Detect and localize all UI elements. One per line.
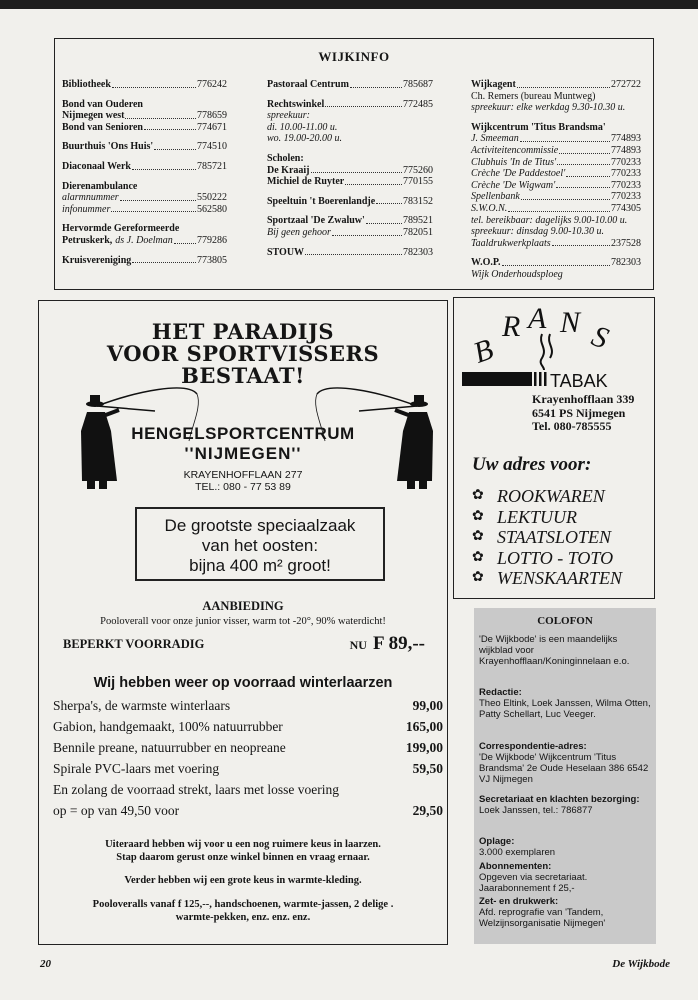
entry-name: spreekuur: dinsdag 9.00-10.30 u. [471,226,604,238]
entry-name: Bij geen gehoor [267,226,331,238]
entry-name: Ch. Remers (bureau Muntweg) [471,90,596,102]
wijkinfo-row [267,227,433,239]
wijkinfo-title: WIJKINFO [318,49,390,64]
boot-name: En zolang de voorraad strekt, laars met losse voering [53,782,340,797]
wijkinfo-row [62,141,227,153]
wijkinfo-row [471,203,641,215]
colofon-block-title: Oplage: [479,836,515,847]
note-clothing: Verder hebben wij een grote keus in warmte-kleding. [124,875,362,886]
boot-price: 165,00 [405,719,443,734]
brans-product-label: WENSKAARTEN [497,568,622,588]
leader-dots [345,184,402,185]
colofon-block-title: Redactie: [479,687,522,698]
flower-icon: ✿ [472,570,484,585]
leader-dots [366,223,402,224]
leader-dots [517,87,610,88]
entry-name: spreekuur: elke werkdag 9.30-10.30 u. [471,102,626,114]
offer-title: AANBIEDING [202,599,284,613]
wijkinfo-row [267,110,433,122]
flower-icon: ✿ [472,508,484,524]
entry-phone: 776242 [197,79,227,90]
colofon-block-text: 3.000 exemplaren [479,847,556,858]
colofon-block-title: Abonnementen: [479,861,552,872]
leader-dots [559,153,610,154]
brans-tagline: Uw adres voor: [472,454,592,475]
entry-extra: ds J. Doelman [115,234,173,246]
colofon-block [479,896,653,929]
colofon-box [474,608,656,944]
wijkinfo-row [471,145,641,157]
entry-name: Bond van Senioren [62,121,143,133]
entry-name: Sportzaal 'De Zwaluw' [267,215,365,227]
leader-dots [376,203,402,204]
wijkinfo-row [471,157,641,169]
brans-logo [462,300,648,396]
entry-phone: 770155 [403,176,433,188]
price-prefix: NU [349,638,367,652]
brans-product [472,507,622,528]
wijkinfo-row [267,153,433,165]
entry-phone: 783152 [403,195,433,207]
leader-dots [174,243,196,244]
boot-price: 29,50 [412,803,443,818]
leader-dots [566,176,610,177]
entry-name: Rechtswinkel [267,98,325,110]
entry-phone: 770233 [611,191,641,203]
wijkinfo-row [471,226,641,238]
leader-dots [305,254,402,255]
brans-product [472,527,622,548]
entry-name: Petruskerk, [62,234,113,246]
brans-product [472,486,622,507]
wijkinfo-row [62,110,227,122]
entry-phone: 779286 [197,234,227,246]
leader-dots [125,118,196,119]
shop-city: ''NIJMEGEN'' [184,444,302,463]
brans-address [532,393,634,434]
boot-item [53,737,443,758]
boot-name: op = op van 49,50 voor [53,803,180,818]
entry-phone: 775260 [403,164,433,176]
brans-product-label: LEKTUUR [497,506,578,527]
entry-name: Clubhuis 'In de Titus' [471,156,557,168]
boot-name: Spirale PVC-laars met voering [53,761,220,776]
leader-dots [520,141,610,142]
limited-stock-label: BEPERKT VOORRADIG [63,637,205,651]
colofon-block-text: Afd. reprografie van 'Tandem, Welzijnsorganisatie Nijmegen' [479,907,606,929]
entry-phone: 774671 [197,121,227,133]
wijkinfo-column-1 [62,79,227,266]
headline-line-3: BESTAAT! [181,363,305,388]
wijkinfo-row [471,238,641,250]
entry-phone: 774893 [611,133,641,145]
entry-name: Spellenbank [471,191,520,203]
entry-name: spreekuur: [267,110,310,122]
colofon-block-text: Loek Janssen, tel.: 786877 [479,805,593,816]
colofon-title: COLOFON [537,615,593,627]
boot-price: 99,00 [412,698,443,713]
leader-dots [557,164,610,165]
entry-phone: 562580 [197,203,227,215]
svg-text:R: R [502,310,521,343]
wijkinfo-row [267,133,433,145]
ad-headline [39,321,447,387]
wijkinfo-row [471,269,641,281]
colofon-block-title: Secretariaat en klachten bezorging: [479,794,640,805]
entry-phone: 782051 [403,226,433,238]
wijkinfo-row [471,191,641,203]
boot-item [53,695,443,716]
entry-name: infonummer [62,203,111,215]
entry-name: Taaldrukwerkplaats [471,237,551,249]
entry-phone: 774893 [611,144,641,156]
entry-name: Crèche 'De Wigwam' [471,179,556,191]
price-value: F 89,-- [372,633,425,654]
boot-name: Bennile preane, natuurrubber en neopreane [53,740,286,755]
leader-dots [552,245,610,246]
entry-name: Crèche 'De Paddestoel' [471,168,566,180]
boots-list [53,695,443,821]
wijkinfo-row [62,192,227,204]
offer-block [39,599,447,627]
boot-price: 199,00 [405,740,443,755]
entry-name: Pastoraal Centrum [267,79,349,90]
entry-phone: 782303 [403,246,433,258]
specialty-line-1: De grootste speciaalzaak [164,516,356,535]
colofon-intro: 'De Wijkbode' is een maandelijks wijkblad voor Krayenhofflaan/Koninginnelaan e.o. [479,634,630,667]
brans-phone: Tel. 080-785555 [532,419,612,433]
tabak-label: TABAK [550,371,608,391]
wijkinfo-row [471,102,641,114]
entry-phone: 785721 [197,160,227,172]
wijkinfo-column-3 [471,79,641,281]
headline-line-1: HET PARADIJS [151,319,335,344]
colofon-block [479,687,653,720]
boot-name: Gabion, handgemaakt, 100% natuurrubber [53,719,283,734]
entry-name: di. 10.00-11.00 u. [267,121,338,133]
boots-heading: Wij hebben weer op voorraad winterlaarzen [93,675,393,691]
wijkinfo-row [267,215,433,227]
colofon-block-title: Zet- en drukwerk: [479,896,559,907]
wijkinfo-row [471,215,641,227]
svg-text:S: S [587,319,613,356]
wijkinfo-row [267,99,433,111]
entry-name: Wijkagent [471,79,516,90]
leader-dots [120,200,196,201]
offer-price [350,633,425,655]
entry-name: STOUW [267,246,305,258]
entry-phone: 785687 [403,79,433,90]
brans-tabak-ad [453,297,655,599]
boot-price: 59,50 [412,761,443,776]
wijkinfo-row [471,180,641,192]
wijkinfo-row [267,196,433,208]
boot-name: Sherpa's, de warmste winterlaars [53,698,231,713]
entry-name: alarmnummer [62,192,119,204]
entry-name: S.W.O.N. [471,202,508,214]
entry-phone: 237528 [611,237,641,249]
entry-name: W.O.P. [471,257,501,269]
entry-phone: 789521 [403,215,433,227]
colofon-block [479,741,653,785]
wijkinfo-box [54,38,654,290]
entry-phone: 770233 [611,156,641,168]
wijkinfo-row [62,235,227,247]
shop-address: KRAYENHOFFLAAN 277 [183,469,303,481]
colofon-block [479,861,653,894]
entry-phone: 773805 [197,254,227,266]
wijkinfo-row [267,122,433,134]
wijkinfo-column-2 [267,79,433,258]
wijkinfo-row [267,247,433,259]
entry-name: Speeltuin 't Boerenlandje [267,195,376,207]
entry-name: Bond van Ouderen [62,98,143,110]
colofon-block [479,836,653,858]
wijkinfo-row [62,79,227,91]
brans-product-label: LOTTO - TOTO [497,547,614,568]
entry-name: Buurthuis 'Ons Huis' [62,141,154,153]
specialty-line-2: van het oosten: [201,536,319,555]
entry-name: De Kraaij [267,164,310,176]
wijkinfo-row [267,165,433,177]
entry-name: Dierenambulance [62,180,138,192]
colofon-block [479,794,653,816]
colofon-block-text: 'De Wijkbode' Wijkcentrum 'Titus Brandsma' 2e Oude Heselaan 386 6542 VJ Nijmegen [479,752,649,785]
entry-name: tel. bereikbaar: dagelijks 9.00-10.00 u. [471,214,628,226]
shop-phone: TEL.: 080 - 77 53 89 [195,481,291,493]
brans-street: Krayenhofflaan 339 [532,392,635,406]
wijkinfo-row [267,176,433,188]
flower-icon: ✿ [472,529,484,544]
entry-phone: 782303 [611,257,641,269]
entry-name: Scholen: [267,152,304,164]
wijkinfo-row [62,204,227,216]
leader-dots [325,106,402,107]
entry-name: Wijkcentrum 'Titus Brandsma' [471,121,606,133]
entry-name: Activiteitencommissie [471,144,559,156]
svg-text:A: A [528,302,547,335]
colofon-block-text: Opgeven via secretariaat. Jaarabonnement f 25,- [479,872,588,894]
wijkinfo-row [62,99,227,111]
leader-dots [311,172,403,173]
note-line: Stap daarom gerust onze winkel binnen en vraag ernaar. [116,852,370,863]
brans-postcode: 6541 PS Nijmegen [532,405,626,420]
wijkinfo-row [471,122,641,134]
entry-phone: 770233 [611,179,641,191]
leader-dots [508,211,610,212]
leader-dots [154,149,196,150]
entry-name: Diaconaal Werk [62,160,131,172]
boot-item [53,779,443,800]
wijkinfo-row [471,168,641,180]
colofon-block-title: Correspondentie-adres: [479,741,587,752]
brans-product [472,568,622,589]
brans-product [472,548,622,569]
entry-name: Bibliotheek [62,79,111,90]
entry-phone: 774510 [197,141,227,153]
leader-dots [521,199,610,200]
top-edge-bar [0,0,698,9]
fishing-shop-ad [38,300,448,945]
wijkinfo-row [62,122,227,134]
brans-product-list [472,486,622,589]
headline-line-2: VOOR SPORTVISSERS [106,341,380,366]
leader-dots [111,211,196,212]
note-pooloveralls [39,898,447,924]
entry-phone: 778659 [197,110,227,122]
brans-product-label: ROOKWAREN [497,486,605,506]
entry-phone: 772485 [403,98,433,110]
note-boots [39,838,447,864]
wijkinfo-row [471,91,641,103]
leader-dots [132,169,196,170]
leader-dots [144,129,196,130]
specialty-box [135,507,385,581]
boot-item [53,800,443,821]
wijkinfo-row [62,223,227,235]
colofon-block-text: Theo Eltink, Loek Janssen, Wilma Otten, Patty Schellart, Luc Veeger. [479,698,651,720]
note-line: Uiteraard hebben wij voor u een nog ruimere keus in laarzen. [105,839,381,850]
leader-dots [112,87,196,88]
note-line: Pooloveralls vanaf f 125,--, handschoenen, warmte-jassen, 2 delige . [92,899,394,910]
wijkinfo-row [62,181,227,193]
entry-phone: 774305 [611,202,641,214]
entry-phone: 550222 [197,192,227,204]
entry-phone: 272722 [611,79,641,90]
footer-title: De Wijkbode [612,958,670,970]
flower-icon: ✿ [472,488,484,503]
entry-name: Nijmegen west [62,110,125,122]
leader-dots [502,265,610,266]
svg-text:B: B [469,332,498,370]
entry-name: Wijk Onderhoudsploeg [471,268,563,280]
wijkinfo-row [267,79,433,91]
entry-name: Hervormde Gereformeerde [62,223,180,235]
boot-item [53,716,443,737]
wijkinfo-row [62,161,227,173]
wijkinfo-row [471,133,641,145]
specialty-line-3: bijna 400 m² groot! [189,556,331,575]
offer-text: Pooloverall voor onze junior visser, warm tot -20°, 90% waterdicht! [100,616,386,627]
entry-name: wo. 19.00-20.00 u. [267,133,342,145]
leader-dots [350,87,402,88]
entry-name: Kruisvereniging [62,254,132,266]
page-number: 20 [40,958,51,970]
shop-name: HENGELSPORTCENTRUM [131,424,355,443]
limited-stock-row [63,633,425,655]
entry-name: J. Smeeman [471,133,519,145]
wijkinfo-row [62,255,227,267]
boot-item [53,758,443,779]
wijkinfo-row [471,257,641,269]
wijkinfo-row [471,79,641,91]
leader-dots [132,262,196,263]
svg-text:N: N [560,306,581,339]
leader-dots [332,235,402,236]
entry-name: Michiel de Ruyter [267,176,345,188]
entry-phone: 770233 [611,168,641,180]
note-line: warmte-pekken, enz. enz. enz. [175,912,311,923]
shop-block [39,424,447,493]
brans-product-label: STAATSLOTEN [497,527,612,547]
leader-dots [556,187,610,188]
flower-icon: ✿ [472,549,484,565]
